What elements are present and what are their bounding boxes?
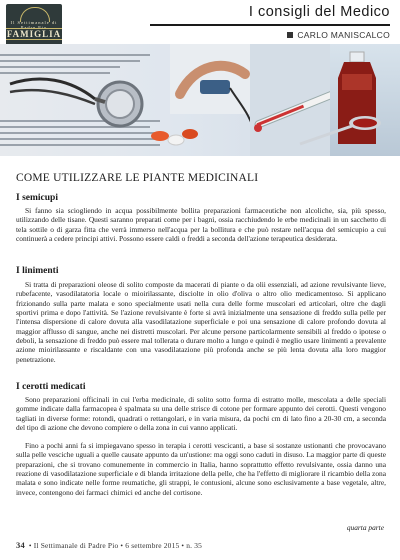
title-rule <box>150 24 390 26</box>
logo-line1: Il Settimanale di Padre Pio <box>10 20 58 30</box>
section-text-linimenti: Si tratta di preparazioni oleose di solito composte da macerati di piante o da olii essenziali, ad azione revulsivante lieve, rubefacente, vasodilatatoria locale o mioirilassante, disciolte in olio d'oliva o altro olio medicamentoso. Si applicano frizionando sulla parte malata e sono specialmente usati nella cura delle forme muscolari ed articolari, oltre che dagli sportivi prima e dopo l'attività. Se l'azione revulsivante è forte si avrà inizialmente una sensazione di freddo sulla pelle per l'intensa dispersione di calore dovuta alla vasodilatazione superficiale e poi una sensazione di calore profondo dovuta al maggior afflusso di sangue, anche nei distretti muscolari. Per alcune persone particolarmente sensibili al freddo o ipotese o deboli, la sensazione di freddo può essere mal tollerata o durare molto a lungo e quindi è meglio usare linimenti a prevalente azione mioirilassante e riscaldante con una vasodilatazione più profonda anche se più lenta dovuta alla loro maggior penetrazione. <box>16 280 386 364</box>
square-bullet-icon <box>287 32 293 38</box>
logo-line2: FAMIGLIA <box>6 29 62 39</box>
page-number: 34 <box>16 540 25 550</box>
article-title: COME UTILIZZARE LE PIANTE MEDICINALI <box>16 172 259 184</box>
section-heading-semicupi: I semicupi <box>16 193 58 203</box>
page-footer <box>16 540 202 550</box>
section-text-cerotti-2: Fino a pochi anni fa si impiegavano spesso in terapia i cerotti vescicanti, a base si sostanze ustionanti che provocavano sulla pelle vesciche uguali a quelle causate appunto da un'ustione: ma oggi sono caduti in disuso. La maggior parte di queste preparazioni, che si trovano comunemente in commercio in Italia, hanno soprattutto effetto revulsivante, ossia danno una reazione di vasodilatazione superficiale e di blanda irritazione della pelle, che ha l'effetto di migliorare il ricambio della zona malata e sono indicate nelle forme reumatiche, gli strappi, le contusioni, alcune sono esclusivamente a base vegetale, altre, invece, contengono dei farmaci chimici ed anche del cortisone. <box>16 441 386 497</box>
author-name: CARLO MANISCALCO <box>297 30 390 40</box>
medical-collage-illustration <box>0 44 400 156</box>
section-heading-cerotti: I cerotti medicati <box>16 382 86 392</box>
section-title: I consigli del Medico <box>248 4 390 20</box>
section-text-cerotti: Sono preparazioni officinali in cui l'erba medicinale, di solito sotto forma di estratto molle, mescolata a delle speciali gomme indicate dalla farmacopea è spalmata su una delle strisce di cotone per formare appunto dei cerotti. Questi vengono tagliati in diverse forme: rotondi, quadrati o rettangolari, e in varia misura, da pochi cm di lato fino a 20-30 cm, a seconda del tipo di azione che devono compiere o della zona in cui vanno applicati. <box>16 395 386 433</box>
continuation-note: quarta parte <box>346 523 384 532</box>
page-header <box>0 0 400 160</box>
section-heading-linimenti: I linimenti <box>16 266 59 276</box>
header-photo <box>0 44 400 156</box>
magazine-logo <box>6 4 62 48</box>
publication-info: • Il Settimanale di Padre Pio • 6 settembre 2015 • n. 35 <box>28 541 203 550</box>
section-text-semicupi: Si fanno sia sciogliendo in acqua possibilmente bollita preparazioni farmaceutiche non alcoliche, sia, più spesso, utilizzando delle tisane. Questi saranno preparati come per i bagni, ossia racchiudendo le erbe medicinali in un sacchetto di tela sottile o di garza fitta che verrà immerso nell'acqua per la bollitura e che può restare nell'acqua del semicupio a cui continuerà a cedere principi attivi. Possono essere caldi o freddi a seconda dell'azione terapeutica desiderata. <box>16 206 386 244</box>
author-byline <box>287 30 390 40</box>
